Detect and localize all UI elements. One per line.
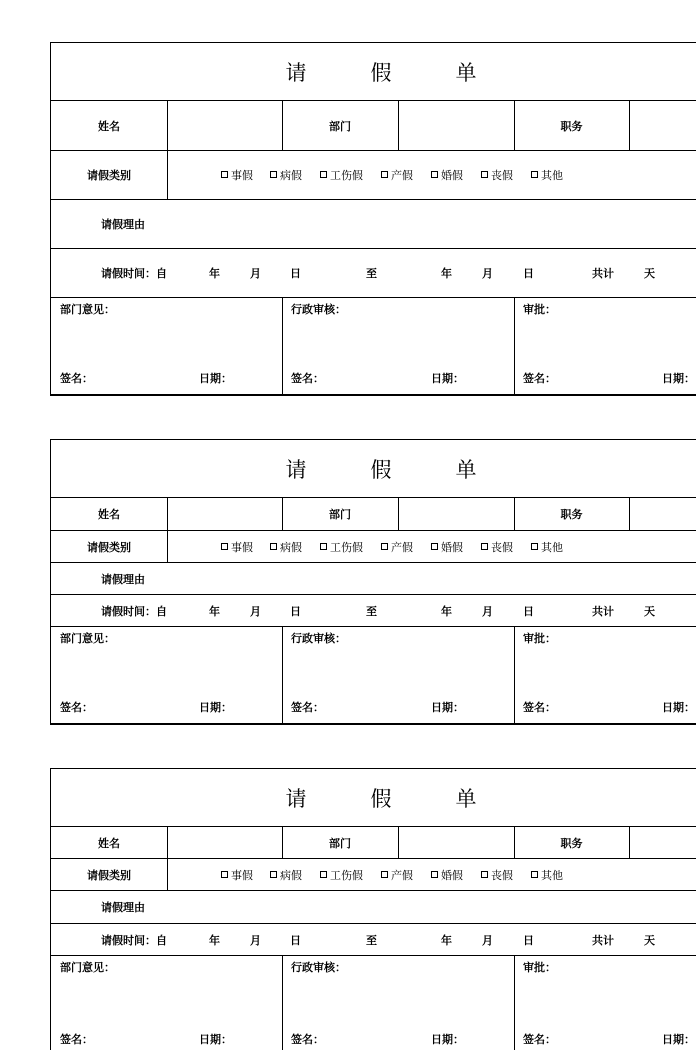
admin-review-heading: 行政审核： xyxy=(291,961,346,974)
checkbox-icon[interactable] xyxy=(221,871,228,878)
option-sick[interactable]: 病假 xyxy=(270,539,302,555)
admin-date-label: 日期： xyxy=(431,372,464,385)
admin-review-heading: 行政审核： xyxy=(291,632,346,645)
type-row xyxy=(51,859,696,891)
type-label: 请假类别 xyxy=(87,540,131,554)
reason-label: 请假理由 xyxy=(101,901,145,914)
name-field[interactable] xyxy=(167,498,282,530)
option-marriage[interactable]: 婚假 xyxy=(431,539,463,555)
checkbox-icon[interactable] xyxy=(431,171,438,178)
dept-opinion-heading: 部门意见： xyxy=(60,961,115,974)
time-month-2: 月 xyxy=(482,267,493,280)
checkbox-icon[interactable] xyxy=(221,171,228,178)
checkbox-icon[interactable] xyxy=(481,543,488,550)
checkbox-icon[interactable] xyxy=(270,543,277,550)
checkbox-icon[interactable] xyxy=(531,543,538,550)
admin-sign-label: 签名： xyxy=(291,372,324,385)
reason-row[interactable] xyxy=(51,891,696,924)
dept-sign-label: 签名： xyxy=(60,701,93,714)
dept-label: 部门 xyxy=(329,119,351,133)
checkbox-icon[interactable] xyxy=(320,871,327,878)
approval-heading: 审批： xyxy=(523,303,556,316)
option-bereavement[interactable]: 丧假 xyxy=(481,867,513,883)
time-year-1: 年 xyxy=(209,933,220,947)
time-total-label: 共计 xyxy=(592,267,614,280)
dept-field[interactable] xyxy=(398,498,514,530)
option-other[interactable]: 其他 xyxy=(531,539,563,555)
option-bereavement[interactable]: 丧假 xyxy=(481,167,513,183)
position-label: 职务 xyxy=(560,119,583,133)
dept-sign-label: 签名： xyxy=(60,372,93,385)
time-year-1: 年 xyxy=(209,267,220,280)
time-total-label: 共计 xyxy=(592,933,614,947)
time-month-2: 月 xyxy=(482,604,493,618)
dept-label: 部门 xyxy=(329,508,351,521)
admin-date-label: 日期： xyxy=(431,1033,464,1046)
dept-date-label: 日期： xyxy=(199,1033,232,1046)
form-title: 请 假 单 xyxy=(285,60,477,85)
time-total-label: 共计 xyxy=(592,604,614,618)
time-day-1: 日 xyxy=(290,933,301,947)
dept-sign-label: 签名： xyxy=(60,1033,93,1046)
option-sick[interactable]: 病假 xyxy=(270,167,302,183)
checkbox-icon[interactable] xyxy=(531,871,538,878)
time-to-label: 至 xyxy=(366,933,377,947)
time-year-1: 年 xyxy=(209,604,220,618)
time-day-2: 日 xyxy=(523,933,534,947)
option-injury[interactable]: 工伤假 xyxy=(320,867,363,883)
dept-label: 部门 xyxy=(329,836,351,850)
approval-sign-label: 签名： xyxy=(523,372,556,385)
approval-date-label: 日期： xyxy=(662,1033,695,1046)
approval-sign-label: 签名： xyxy=(523,701,556,714)
position-label: 职务 xyxy=(560,508,583,521)
time-row xyxy=(51,249,696,298)
checkbox-icon[interactable] xyxy=(320,171,327,178)
time-from-label: 请假时间：自 xyxy=(101,267,167,280)
dept-field[interactable] xyxy=(398,827,514,858)
time-row xyxy=(51,595,696,627)
approval-row xyxy=(51,298,696,394)
option-other[interactable]: 其他 xyxy=(531,867,563,883)
type-label: 请假类别 xyxy=(87,169,131,182)
form-title: 请 假 单 xyxy=(285,457,477,482)
approval-date-label: 日期： xyxy=(662,701,695,714)
approval-row xyxy=(51,627,696,723)
checkbox-icon[interactable] xyxy=(481,171,488,178)
leave-form-2 xyxy=(50,439,696,725)
name-field[interactable] xyxy=(167,827,282,858)
type-row xyxy=(51,531,696,563)
checkbox-icon[interactable] xyxy=(481,871,488,878)
type-row xyxy=(51,151,696,200)
time-day-2: 日 xyxy=(523,267,534,280)
time-year-2: 年 xyxy=(441,933,452,947)
time-day-1: 日 xyxy=(290,604,301,618)
dept-opinion-heading: 部门意见： xyxy=(60,632,115,645)
approval-row xyxy=(51,956,696,1050)
time-days-label: 天 xyxy=(644,267,655,280)
checkbox-icon[interactable] xyxy=(381,171,388,178)
reason-row[interactable] xyxy=(51,200,696,249)
reason-label: 请假理由 xyxy=(101,572,145,586)
time-month-1: 月 xyxy=(250,267,261,280)
checkbox-icon[interactable] xyxy=(320,543,327,550)
time-year-2: 年 xyxy=(441,267,452,280)
leave-form-3 xyxy=(50,768,696,1050)
option-marriage[interactable]: 婚假 xyxy=(431,167,463,183)
option-maternity[interactable]: 产假 xyxy=(381,167,413,183)
checkbox-icon[interactable] xyxy=(531,171,538,178)
checkbox-icon[interactable] xyxy=(221,543,228,550)
option-personal[interactable]: 事假 xyxy=(221,867,253,883)
time-from-label: 请假时间：自 xyxy=(101,604,167,618)
option-other[interactable]: 其他 xyxy=(531,167,563,183)
name-label: 姓名 xyxy=(98,508,120,521)
reason-label: 请假理由 xyxy=(101,218,145,231)
name-label: 姓名 xyxy=(98,119,120,133)
checkbox-icon[interactable] xyxy=(270,871,277,878)
option-personal[interactable]: 事假 xyxy=(221,167,253,183)
option-injury[interactable]: 工伤假 xyxy=(320,539,363,555)
position-label: 职务 xyxy=(560,836,583,850)
position-field[interactable] xyxy=(629,101,696,150)
approval-heading: 审批： xyxy=(523,961,556,974)
option-maternity[interactable]: 产假 xyxy=(381,867,413,883)
position-field[interactable] xyxy=(629,498,696,530)
position-field[interactable] xyxy=(629,827,696,858)
checkbox-icon[interactable] xyxy=(381,543,388,550)
option-personal[interactable]: 事假 xyxy=(221,539,253,555)
form-title-row xyxy=(51,769,696,827)
time-row xyxy=(51,924,696,956)
time-day-1: 日 xyxy=(290,267,301,280)
option-sick[interactable]: 病假 xyxy=(270,867,302,883)
option-injury[interactable]: 工伤假 xyxy=(320,167,363,183)
time-from-label: 请假时间：自 xyxy=(101,933,167,947)
option-marriage[interactable]: 婚假 xyxy=(431,867,463,883)
time-year-2: 年 xyxy=(441,604,452,618)
admin-review-heading: 行政审核： xyxy=(291,303,346,316)
leave-form-1 xyxy=(50,42,696,396)
checkbox-icon[interactable] xyxy=(431,543,438,550)
checkbox-icon[interactable] xyxy=(270,171,277,178)
time-to-label: 至 xyxy=(366,604,377,618)
option-maternity[interactable]: 产假 xyxy=(381,539,413,555)
dept-date-label: 日期： xyxy=(199,372,232,385)
name-label: 姓名 xyxy=(98,836,120,850)
dept-field[interactable] xyxy=(398,101,514,150)
time-to-label: 至 xyxy=(366,267,377,280)
admin-sign-label: 签名： xyxy=(291,701,324,714)
approval-heading: 审批： xyxy=(523,632,556,645)
time-days-label: 天 xyxy=(644,933,655,947)
type-label: 请假类别 xyxy=(87,868,131,882)
option-bereavement[interactable]: 丧假 xyxy=(481,539,513,555)
form-title-row xyxy=(51,43,696,101)
info-row xyxy=(51,827,696,859)
checkbox-icon[interactable] xyxy=(431,871,438,878)
admin-date-label: 日期： xyxy=(431,701,464,714)
approval-date-label: 日期： xyxy=(662,372,695,385)
time-month-1: 月 xyxy=(250,933,261,947)
admin-sign-label: 签名： xyxy=(291,1033,324,1046)
checkbox-icon[interactable] xyxy=(381,871,388,878)
time-month-2: 月 xyxy=(482,933,493,947)
dept-date-label: 日期： xyxy=(199,701,232,714)
form-title: 请 假 单 xyxy=(285,786,477,811)
name-field[interactable] xyxy=(167,101,282,150)
form-title-row xyxy=(51,440,696,498)
time-days-label: 天 xyxy=(644,604,655,618)
reason-row[interactable] xyxy=(51,563,696,595)
info-row xyxy=(51,498,696,531)
info-row xyxy=(51,101,696,151)
dept-opinion-heading: 部门意见： xyxy=(60,303,115,316)
approval-sign-label: 签名： xyxy=(523,1033,556,1046)
time-month-1: 月 xyxy=(250,604,261,618)
time-day-2: 日 xyxy=(523,604,534,618)
